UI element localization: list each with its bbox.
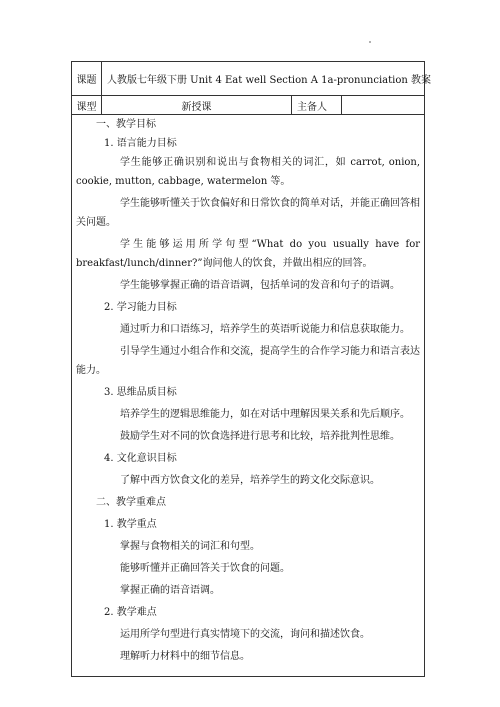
subsection-heading: 3. 思维品质目标 (104, 387, 177, 398)
paragraph: 鼓励学生对不同的饮食选择进行思考和比较，培养批判性思维。 (120, 431, 400, 442)
type-value: 新授课 (102, 96, 292, 115)
section-heading: 二、教学重难点 (96, 497, 166, 508)
type-label: 课型 (72, 96, 102, 115)
paragraph: 通过听力和口语练习，培养学生的英语听说能力和信息获取能力。 (120, 324, 410, 335)
content-row (72, 115, 425, 677)
list-item: 掌握与食物相关的词汇和句型。 (120, 541, 260, 552)
preparer-label: 主备人 (292, 96, 342, 115)
paragraph: 引导学生通过小组合作和交流，提高学生的合作学习能力和语言表达能力。 (76, 346, 421, 376)
subsection-heading: 2. 学习能力目标 (104, 302, 177, 313)
preparer-value (342, 96, 425, 115)
list-item: 运用所学句型进行真实情境下的交流，询问和描述饮食。 (120, 629, 370, 640)
lesson-plan-table (71, 61, 431, 677)
title-value: 人教版七年级下册 Unit 4 Eat well Section A 1a-pronunciation 教案 (102, 62, 425, 96)
scan-dot (369, 41, 371, 43)
paragraph: 学生能够听懂关于饮食偏好和日常饮食的简单对话，并能正确回答相关问题。 (76, 198, 421, 228)
paragraph: 学生能够正确识别和说出与食物相关的词汇，如 carrot, onion, cookie, mutton, cabbage, watermelon 等。 (76, 157, 421, 187)
list-item: 能够听懂并正确回答关于饮食的问题。 (120, 563, 290, 574)
paragraph: 培养学生的逻辑思维能力，如在对话中理解因果关系和先后顺序。 (120, 409, 410, 420)
subsection-heading: 2. 教学难点 (104, 607, 157, 618)
subsection-heading: 1. 语言能力目标 (104, 138, 177, 149)
paragraph: 学生能够掌握正确的语音语调，包括单词的发音和句子的语调。 (120, 280, 400, 291)
list-item: 掌握正确的语音语调。 (120, 585, 220, 596)
list-item: 理解听力材料中的细节信息。 (120, 651, 250, 662)
type-row (72, 96, 425, 115)
content-cell (72, 115, 425, 677)
paragraph: 学生能够运用所学句型“What do you usually have for breakfast/lunch/dinner?”询问他人的饮食，并做出相应的回答。 (76, 239, 421, 269)
section-heading: 一、教学目标 (96, 119, 156, 130)
title-label: 课题 (72, 62, 102, 96)
paragraph: 了解中西方饮食文化的差异，培养学生的跨文化交际意识。 (120, 475, 380, 486)
subsection-heading: 4. 文化意识目标 (104, 453, 177, 464)
subsection-heading: 1. 教学重点 (104, 519, 157, 530)
title-row (72, 62, 425, 96)
